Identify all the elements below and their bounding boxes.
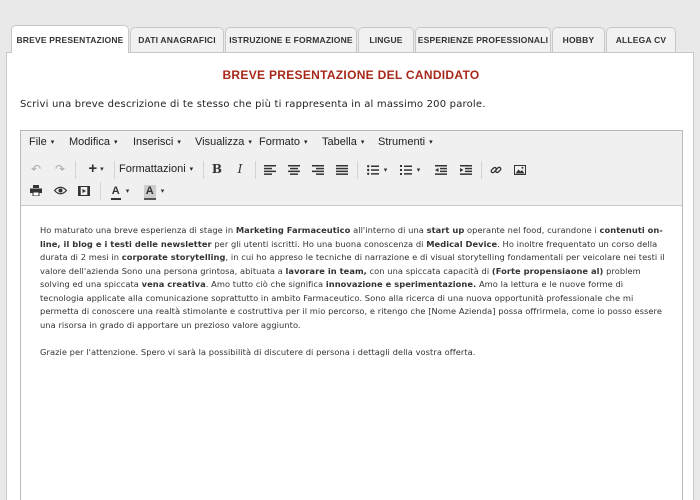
bold-icon: B [211,162,223,176]
bullet-list-icon [367,165,379,175]
bold-text-segment: lavorare in team, [285,265,367,276]
plus-icon: + [88,160,98,177]
toolbar-separator [481,161,482,179]
align-justify-button[interactable] [333,159,351,179]
preview-button[interactable] [51,180,69,200]
chevron-down-icon: ▾ [160,188,165,195]
menu-modifica[interactable] [69,136,117,148]
italic-button[interactable] [231,159,249,179]
chevron-down-icon: ▾ [189,166,194,173]
toolbar-separator [203,161,204,179]
text-segment: Amo la lettura e le nuove forme di tecnologia applicate alla comunicazione soprattutto in ambito Farmaceutico. Sono alla ricerca di una nuova opportunità professionale che mi permetta di conoscere una realtà stimolante e costruttiva per il mio percorso, e ritengo che [Nome Azienda] possa offrirmela, come io posso essere una risorsa in grado di apportare un prezioso valore aggiunto. [40,279,662,330]
outdent-button[interactable] [432,159,450,179]
background-color-swatch [144,198,156,200]
eye-icon [54,186,67,195]
toolbar-separator [255,161,256,179]
menu-formato[interactable] [259,136,307,148]
undo-icon: ↶ [30,162,42,176]
text-color-icon [111,184,121,198]
undo-button[interactable] [27,159,45,179]
text-segment: con una spiccata capacità di [366,265,492,276]
indent-icon [460,165,472,175]
bold-text-segment: start up [426,225,465,235]
image-button[interactable] [511,159,529,179]
bold-text-segment: vena creativa [141,279,206,289]
numbered-list-button[interactable] [396,159,424,179]
tab-dati-anagrafici[interactable]: DATI ANAGRAFICI [130,27,224,53]
menu-formato-label: Formato [259,136,300,148]
chevron-down-icon: ▾ [177,139,181,146]
align-left-button[interactable] [261,159,279,179]
rich-text-editor [20,130,683,500]
link-icon [490,164,502,176]
image-icon [514,165,526,175]
chevron-down-icon: ▾ [50,139,55,146]
bold-text-segment: contenuti on-line, il blog e i testi delle newsletter [40,225,663,249]
toolbar-separator [357,161,358,179]
chevron-down-icon: ▾ [383,167,388,174]
formats-label: Formattazioni [119,163,186,175]
insert-button[interactable] [81,159,111,179]
text-color-swatch [111,198,121,200]
align-center-icon [288,165,300,175]
menu-visualizza-label: Visualizza [195,136,245,148]
text-color-glyph: A [111,185,120,197]
text-segment: . Ho inoltre frequentato un corso della durata di 2 mesi in [40,238,658,262]
numbered-list-icon [400,165,412,175]
align-justify-icon [336,165,348,175]
media-button[interactable] [75,180,93,200]
bullet-list-button[interactable] [363,159,391,179]
redo-button[interactable] [51,159,69,179]
text-segment: problem solving ed una spiccata [40,265,641,289]
bold-text-segment: Marketing Farmaceutico [235,225,351,235]
chevron-down-icon: ▾ [100,166,104,173]
bold-text-segment: innovazione e sperimentazione. [325,279,477,289]
menu-modifica-label: Modifica [69,136,110,148]
tab-lingue[interactable]: LINGUE [358,27,414,53]
print-icon [30,185,42,196]
tab-istruzione-formazione[interactable]: ISTRUZIONE E FORMAZIONE [225,27,357,53]
menu-file-label: File [29,136,47,148]
toolbar-separator [100,182,101,200]
toolbar-separator [75,161,76,179]
background-color-button[interactable] [139,180,169,200]
media-icon [78,186,90,196]
menu-tabella[interactable] [322,136,364,148]
formats-dropdown[interactable] [119,159,193,180]
page-title: BREVE PRESENTAZIONE DEL CANDIDATO [222,68,480,82]
chevron-down-icon: ▾ [416,167,421,174]
text-segment: Grazie per l'attenzione. Spero vi sarà la possibilità di discutere di persona i dettagli della vostra offerta. [40,346,476,357]
tab-hobby[interactable]: HOBBY [552,27,605,53]
chevron-down-icon: ▾ [125,188,130,195]
paragraph-intro [40,224,668,332]
toolbar-separator [114,161,115,179]
menu-strumenti-label: Strumenti [378,136,426,148]
bold-text-segment: Medical Device [426,238,498,249]
editor-toolbar [21,131,682,206]
link-button[interactable] [487,159,505,179]
text-color-button[interactable] [105,180,135,200]
align-right-icon [312,165,324,175]
text-segment: operante nel food, curandone i [464,225,600,235]
bold-text-segment: corporate storytelling [121,252,226,262]
menu-file[interactable] [29,136,54,148]
instruction-text: Scrivi una breve descrizione di te stesso che più ti rappresenta in al massimo 200 parole. [20,99,486,110]
bold-button[interactable] [208,159,226,179]
tab-allega-cv[interactable]: ALLEGA CV [606,27,676,53]
menu-inserisci-label: Inserisci [133,136,174,148]
chevron-down-icon: ▾ [429,139,433,146]
menu-inserisci[interactable] [133,136,181,148]
menu-tabella-label: Tabella [322,136,357,148]
chevron-down-icon: ▾ [303,139,308,146]
paragraph-thanks [40,346,668,360]
indent-button[interactable] [457,159,475,179]
print-button[interactable] [27,180,45,200]
tab-breve-presentazione[interactable]: BREVE PRESENTAZIONE [11,25,129,53]
text-segment: all'interno di una [350,225,427,235]
background-color-icon [144,185,156,198]
redo-icon: ↷ [54,162,66,176]
text-segment: , in cui ho appreso le tecniche di narrazione e di visual storytelling fondamentali per veicolare nei testi il valore dell'azienda Sono una persona grintosa, abituata a [40,252,665,276]
align-left-icon [264,165,276,175]
menu-visualizza[interactable] [195,136,252,148]
chevron-down-icon: ▾ [360,139,365,146]
tab-bar [0,0,700,52]
content-panel [6,52,694,500]
outdent-icon [435,165,447,175]
italic-icon: I [237,162,243,176]
editor-content-area[interactable] [40,224,668,373]
chevron-down-icon: ▾ [113,139,118,146]
tab-esperienze-professionali[interactable]: ESPERIENZE PROFESSIONALI [415,27,551,53]
chevron-down-icon: ▾ [248,139,252,146]
text-segment: Ho maturato una breve esperienza di stage in [40,225,236,235]
align-right-button[interactable] [309,159,327,179]
text-segment: . Amo tutto ciò che significa [205,279,326,289]
align-center-button[interactable] [285,159,303,179]
menu-strumenti[interactable] [378,136,433,148]
bold-text-segment: (Forte propensiaone al) [491,265,604,276]
text-segment: per gli utenti iscritti. Ho una buona conoscenza di [211,238,427,249]
background-color-glyph: A [145,185,154,197]
